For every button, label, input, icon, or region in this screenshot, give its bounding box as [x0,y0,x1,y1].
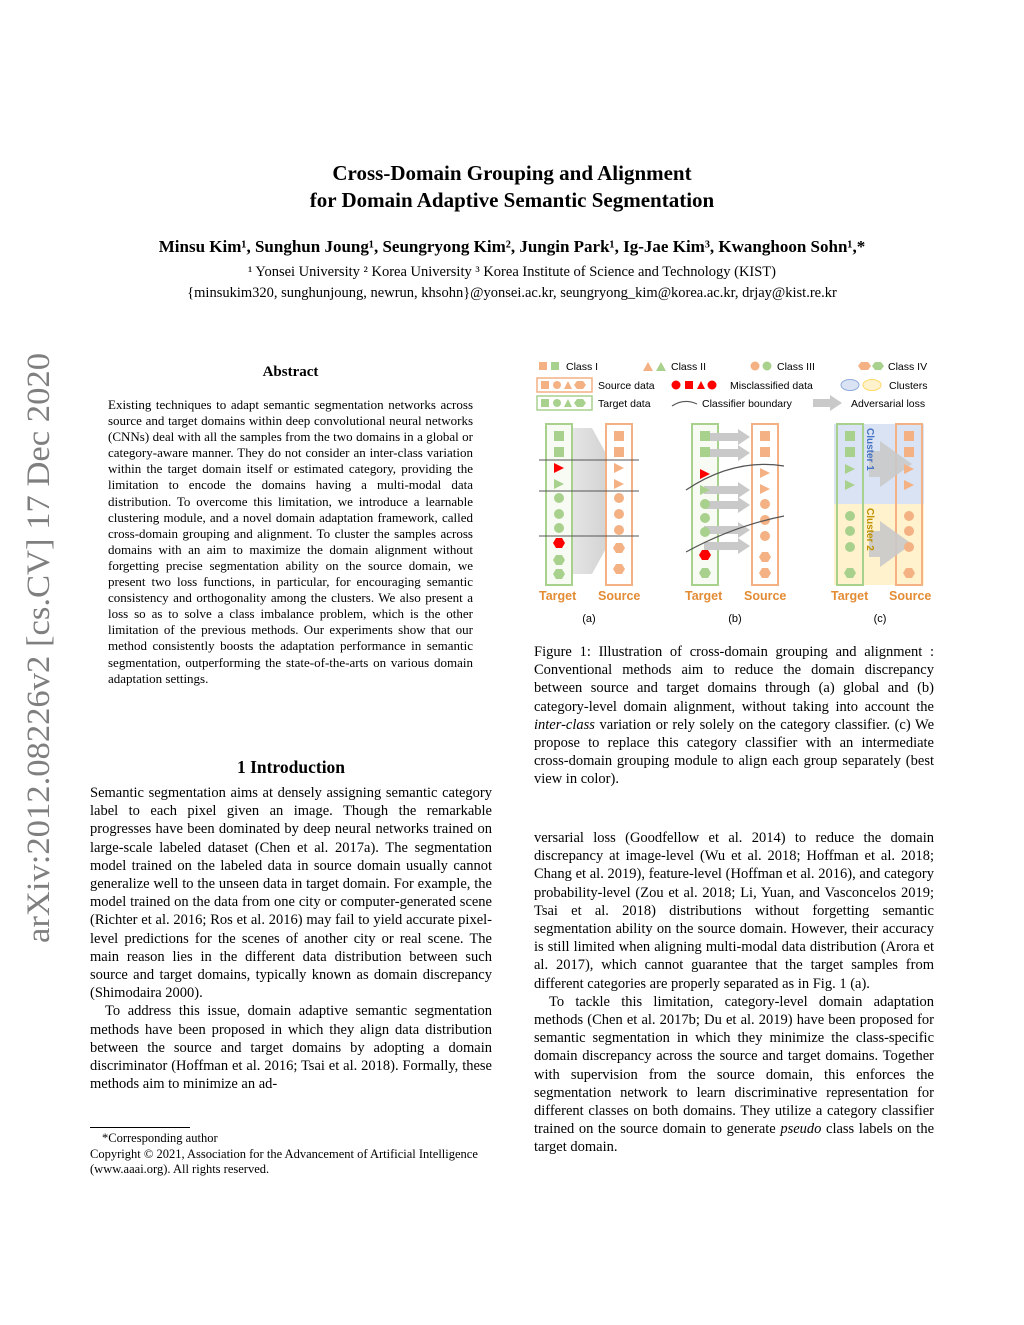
intro-paragraph-4 [534,993,934,1157]
affiliations: ¹ Yonsei University ² Korea University ³ Korea Institute of Science and Technology (KIST) [247,264,776,280]
class3-source-circle-icon [751,362,760,371]
paper-title-line-1: Cross-Domain Grouping and Alignment [332,161,692,185]
caption-text-end: variation or rely solely on the category classifier. (c) We propose to replace this category classifier with an intermediate cross-domain grouping module to align each group separately (best view in color). [534,716,934,788]
abstract-heading: Abstract [262,364,319,380]
legend-clusters: Clusters [889,380,928,392]
author-list: Minsu Kim¹, Sunghun Joung¹, Seungryong Kim², Jungin Park¹, Ig-Jae Kim³, Kwanghoon Sohn¹,* [158,237,866,256]
legend-misclassified: Misclassified data [730,380,813,392]
misclassified-triangle-icon [697,381,705,389]
class1-source-square-icon [539,362,547,370]
panel-c [831,424,931,625]
misclassified-circle-2-icon [708,381,717,390]
class2-target-triangle-icon [656,362,666,371]
figure-1-caption [534,643,934,789]
intro-paragraph-3: versarial loss (Goodfellow et al. 2014) to reduce the domain discrepancy at image-level (Wu et al. 2018; Hoffman et al. 2018; Chang et al. 2019), feature-level (Hoffman et al. 2016), and category probability-level (Zou et al. 2018; Li, Yuan, and Vasconcelos 2019; Tsai et al. 2018) distributions without forgetting semantic segmentation ability on the source domain. However, their accuracy is still limited when aligning multi-modal data distribution (Arora et al. 2017), which cannot guarantee that the target samples from different categories are properly separated as in Fig. 1 (a). [534,830,934,992]
para4-text-end: class labels on the target domain. [534,1121,935,1156]
caption-italic-term: inter-class [534,716,595,733]
source-label-a: Source [598,589,641,603]
figure-1 [534,356,944,636]
subfigure-label-b: (b) [728,613,742,625]
subfigure-label-a: (a) [582,613,596,625]
section-heading-introduction: 1 Introduction [236,757,346,777]
target-label-b: Target [685,589,723,603]
legend-adversarial-loss: Adversarial loss [851,398,926,410]
abstract-text: Existing techniques to adapt semantic segmentation networks across source and target domains within deep convolutional neural networks (CNNs) deal with all the samples from the two domains in a global or category-aware manner. They do not consider an inter-class variation within the target domain itself or estimated category, providing the limitation to encode the domains having a multi-modal data distribution. To overcome this limitation, we introduce a learnable clustering module, and a novel domain adaptation framework, called cross-domain grouping and alignment. To cluster the samples across domains with an aim to maximize the domain alignment without forgetting precise segmentation ability on the source domain, we present two loss functions, in particular, for encouraging semantic consistency and orthogonality among the clusters. We also present a loss so as to solve a class imbalance problem, which is the other limitation of the previous methods. Our experiments show that our method consistently boosts the adaptation performance in semantic segmentation, outperforming the state-of-the-arts on various domain adaptation settings. [108,397,473,686]
left-column-body [90,784,492,1093]
misclassified-square-icon [685,381,693,389]
panel-b [685,424,786,625]
misclassified-circle-icon [672,381,681,390]
cluster2-label: Cluster 2 [864,508,875,551]
arxiv-identifier [16,348,60,943]
intro-paragraph-1: Semantic segmentation aims at densely assigning semantic category label to each pixel given an image. Though the remarkable progresses have been dominated by deep neural networks trained on large-scale labeled dataset (Chen et al. 2017a). The segmentation model trained on the labeled data in source domain usually cannot generalize well to the unseen data in target domain. For example, the model trained on the data from one city or computer-generated scene (Richter et al. 2016; Ros et al. 2016) may fail to yield accurate pixel-level predictions for the scenes of another city or real scene. The main reason lies in the different data distribution between such source and target domains, typically known as domain discrepancy (Shimodaira 2000). [90,785,492,1002]
paper-title-line-2: for Domain Adaptive Semantic Segmentation [309,188,715,212]
arxiv-identifier-text: arXiv:2012.08226v2 [cs.CV] 17 Dec 2020 [21,380,57,943]
legend-class3: Class III [777,361,815,373]
source-label-b: Source [744,589,787,603]
caption-text-start: Figure 1: Illustration of cross-domain grouping and alignment : Conventional methods aim to reduce the domain discrepancy between source and target domains through (a) global and (b) category-level domain alignment, without taking into account the [534,644,934,715]
legend-source-data: Source data [598,380,655,392]
classifier-boundary-line-icon [672,401,697,406]
panel-a [539,424,640,625]
copyright-notice: Copyright © 2021, Association for the Advancement of Artificial Intelligence (www.aaai.org). All rights reserved. [90,1146,478,1176]
adversarial-loss-arrow-icon [813,395,842,411]
legend-class1: Class I [566,361,599,373]
cluster1-ellipse-icon [841,380,859,391]
class1-target-square-icon [551,362,559,370]
footnote-rule [90,1127,190,1128]
class4-target-hexagon-icon [872,362,884,370]
para4-text-start: To tackle this limitation, category-level domain adaptation methods (Chen et al. 2017b; Du et al. 2019) have been proposed for semantic segmentation in which they minimize the class-specific domain discrepancy across the source and target domains. Together with supervision from the source domain, this enforces the segmentation network to learn discriminative representation for different classes on both domains. They utilize a category classifier trained on the source domain to generate [534,993,934,1138]
class3-target-circle-icon [763,362,772,371]
class4-source-hexagon-icon [858,362,871,370]
legend-class2: Class II [671,361,707,373]
footnote [90,1131,492,1178]
legend-classifier-boundary: Classifier boundary [702,398,792,410]
source-label-c: Source [889,589,932,603]
target-label-c: Target [831,589,869,603]
class2-source-triangle-icon [643,362,653,371]
right-column-body [534,829,934,1157]
target-label-a: Target [539,589,577,603]
cluster1-label: Cluster 1 [864,428,875,471]
corresponding-author-note: *Corresponding author [102,1131,218,1145]
legend-target-data: Target data [598,398,651,410]
cluster2-ellipse-icon [863,380,881,391]
author-emails: {minsukim320, sunghunjoung, newrun, khsohn}@yonsei.ac.kr, seungryong_kim@korea.ac.kr, drjay@kist.re.kr [187,285,837,301]
para4-italic-term: pseudo [780,1121,822,1138]
intro-paragraph-2: To address this issue, domain adaptive semantic segmentation methods have been proposed in which they align data distribution between the source and target domains by adopting a domain discriminator (Hoffman et al. 2016; Tsai et al. 2018). Formally, these methods aim to minimize an ad- [90,1003,492,1093]
subfigure-label-c: (c) [873,613,887,625]
legend-class4: Class IV [888,361,928,373]
